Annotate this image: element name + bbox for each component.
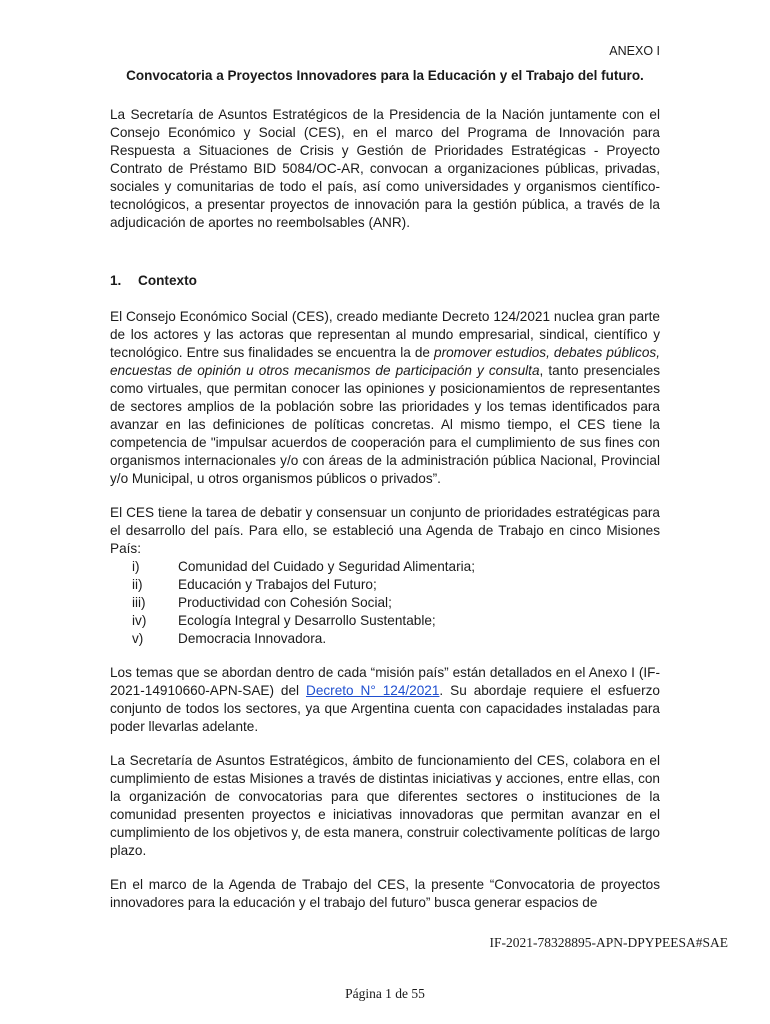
list-item	[110, 612, 660, 630]
list-item-text: Educación y Trabajos del Futuro;	[178, 577, 377, 592]
section-heading-contexto	[110, 272, 660, 290]
list-item-text: Productividad con Cohesión Social;	[178, 595, 392, 610]
list-item-text: Democracia Innovadora.	[178, 631, 327, 646]
section-title: Contexto	[138, 273, 197, 288]
annex-label: ANEXO I	[609, 44, 660, 58]
list-item-numeral: ii)	[132, 577, 143, 592]
list-item-text: Comunidad del Cuidado y Seguridad Alimentaria;	[178, 559, 475, 574]
context-p3-end: . Su abordaje requiere el esfuerzo conjunto de todos los sectores, ya que Argentina cuenta con capacidades instaladas para poder llevarlas adelante.	[110, 683, 660, 734]
context-paragraph-5: En el marco de la Agenda de Trabajo del CES, la presente “Convocatoria de proyectos innovadores para la educación y el trabajo del futuro” busca generar espacios de	[110, 877, 660, 910]
list-item-numeral: iv)	[132, 613, 147, 628]
document-body	[110, 106, 660, 928]
section-number: 1.	[110, 273, 122, 288]
page-number: Página 1 de 55	[345, 986, 425, 1001]
context-paragraph-3	[110, 664, 660, 736]
list-item-numeral: i)	[132, 559, 140, 574]
document-id: IF-2021-78328895-APN-DPYPEESA#SAE	[489, 935, 728, 950]
list-item	[110, 594, 660, 612]
context-p1-end: , tanto presenciales como virtuales, que permitan conocer las opiniones y posicionamientos de representantes de sectores amplios de la población sobre las prioridades y los temas identificados para avanzar en las definiciones de políticas concretas. Al mismo tiempo, el CES tiene la competencia de "impulsar acuerdos de cooperación para el cumplimiento de sus fines con organismos internacionales y/o con áreas de la administración pública Nacional, Provincial y/o Municipal, u otros organismos públicos o privados”.	[110, 363, 660, 486]
list-item-numeral: v)	[132, 631, 144, 646]
context-p1-start: El Consejo Económico Social (CES), creado mediante Decreto 124/2021 nuclea gran parte de los actores y las actoras que representan al mundo empresarial, sindical, científico y tecnológico. Entre sus finalidades se encuentra la de	[110, 309, 660, 360]
list-item	[110, 576, 660, 594]
context-p1-italic: promover estudios, debates públicos, encuestas de opinión u otros mecanismos de participación y consulta	[110, 345, 660, 378]
list-item-numeral: iii)	[132, 595, 146, 610]
context-paragraph-2: El CES tiene la tarea de debatir y consensuar un conjunto de prioridades estratégicas para el desarrollo del país. Para ello, se estableció una Agenda de Trabajo en cinco Misiones País:	[110, 505, 660, 556]
intro-paragraph: La Secretaría de Asuntos Estratégicos de la Presidencia de la Nación juntamente con el Consejo Económico y Social (CES), en el marco del Programa de Innovación para Respuesta a Situaciones de Crisis y Gestión de Prioridades Estratégicas - Proyecto Contrato de Préstamo BID 5084/OC-AR, convocan a organizaciones públicas, privadas, sociales y comunitarias de todo el país, así como universidades y organismos científico-tecnológicos, a presentar proyectos de innovación para la gestión pública, a través de la adjudicación de aportes no reembolsables (ANR).	[110, 107, 660, 230]
list-item	[110, 558, 660, 576]
document-title: Convocatoria a Proyectos Innovadores para la Educación y el Trabajo del futuro.	[126, 68, 644, 83]
context-paragraph-1	[110, 308, 660, 488]
decree-link[interactable]: Decreto N° 124/2021	[306, 683, 440, 698]
list-item-text: Ecología Integral y Desarrollo Sustentable;	[178, 613, 436, 628]
missions-list	[110, 558, 660, 648]
list-item	[110, 630, 660, 648]
context-p3-start: Los temas que se abordan dentro de cada “misión país” están detallados en el Anexo I (IF-2021-14910660-APN-SAE) del	[110, 665, 660, 698]
context-paragraph-4: La Secretaría de Asuntos Estratégicos, ámbito de funcionamiento del CES, colabora en el cumplimiento de estas Misiones a través de distintas iniciativas y acciones, entre ellas, con la organización de convocatorias para que diferentes sectores o instituciones de la comunidad presenten proyectos e iniciativas innovadoras que permitan avanzar en el cumplimiento de los objetivos y, de esta manera, construir colectivamente políticas de largo plazo.	[110, 753, 660, 858]
